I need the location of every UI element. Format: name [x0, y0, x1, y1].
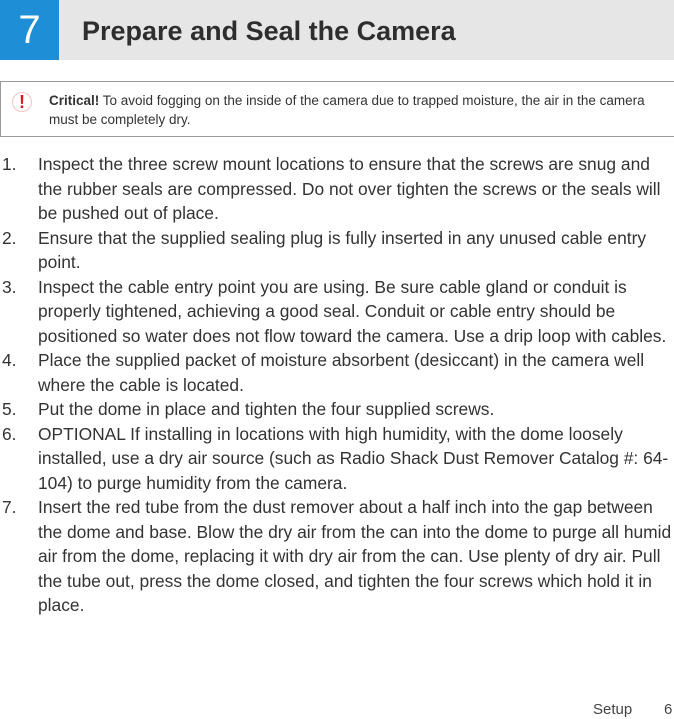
- step-num: 4.: [2, 350, 17, 370]
- callout-body: To avoid fogging on the inside of the camera due to trapped moisture, the air in the camera must be completely dry.: [49, 93, 645, 127]
- step-num: 6.: [2, 423, 17, 444]
- step-text: Insert the red tube from the dust remover about a half inch into the gap between the dome and base. Blow the dry air from the can into the dome to purge all humid air from the dome, replacing it with dry air from the can. Use plenty of dry air. Pull the tube out, press the dome closed, and tighten the four screws which hold it in place.: [38, 497, 672, 615]
- list-item: [0, 226, 674, 275]
- step-num: 7.: [2, 497, 17, 517]
- step-number-badge: 7: [0, 0, 59, 60]
- exclamation-warning-icon: !: [12, 92, 32, 112]
- list-item: [0, 152, 674, 226]
- instruction-list: [0, 152, 674, 618]
- step-text: Ensure that the supplied sealing plug is fully inserted in any unused cable entry point.: [38, 227, 647, 272]
- footer-section-name: Setup: [593, 701, 633, 718]
- callout-text: [49, 91, 659, 129]
- step-text: OPTIONAL If installing in locations with high humidity, with the dome loosely installed, use a dry air source (such as Radio Shack Dust Remover Catalog #: 64-104) to purge humidity from the camera.: [38, 423, 669, 493]
- step-text: Place the supplied packet of moisture absorbent (desiccant) in the camera well where the cable is located.: [38, 350, 645, 395]
- step-num: 3.: [2, 276, 17, 297]
- page-title: Prepare and Seal the Camera: [82, 16, 456, 46]
- step-text: Inspect the three screw mount locations to ensure that the screws are snug and the rubber seals are compressed. Do not over tighten the screws or the seals will be pushed out of place.: [38, 154, 661, 223]
- list-item: [0, 397, 674, 422]
- list-item: [0, 495, 674, 618]
- step-num: 1.: [2, 154, 17, 174]
- step-num: 5.: [2, 399, 17, 419]
- step-num: 2.: [2, 227, 17, 248]
- critical-callout: [0, 81, 674, 137]
- list-item: [0, 275, 674, 349]
- section-header: [0, 0, 674, 60]
- callout-label: Critical!: [49, 93, 100, 108]
- list-item: [0, 348, 674, 397]
- step-text: Inspect the cable entry point you are using. Be sure cable gland or conduit is properly tightened, achieving a good seal. Conduit or cable entry should be positioned so water does not flow toward the camera. Use a drip loop with cables.: [38, 276, 667, 346]
- list-item: [0, 422, 674, 496]
- page-number: 6: [664, 701, 673, 718]
- step-text: Put the dome in place and tighten the four supplied screws.: [38, 399, 495, 419]
